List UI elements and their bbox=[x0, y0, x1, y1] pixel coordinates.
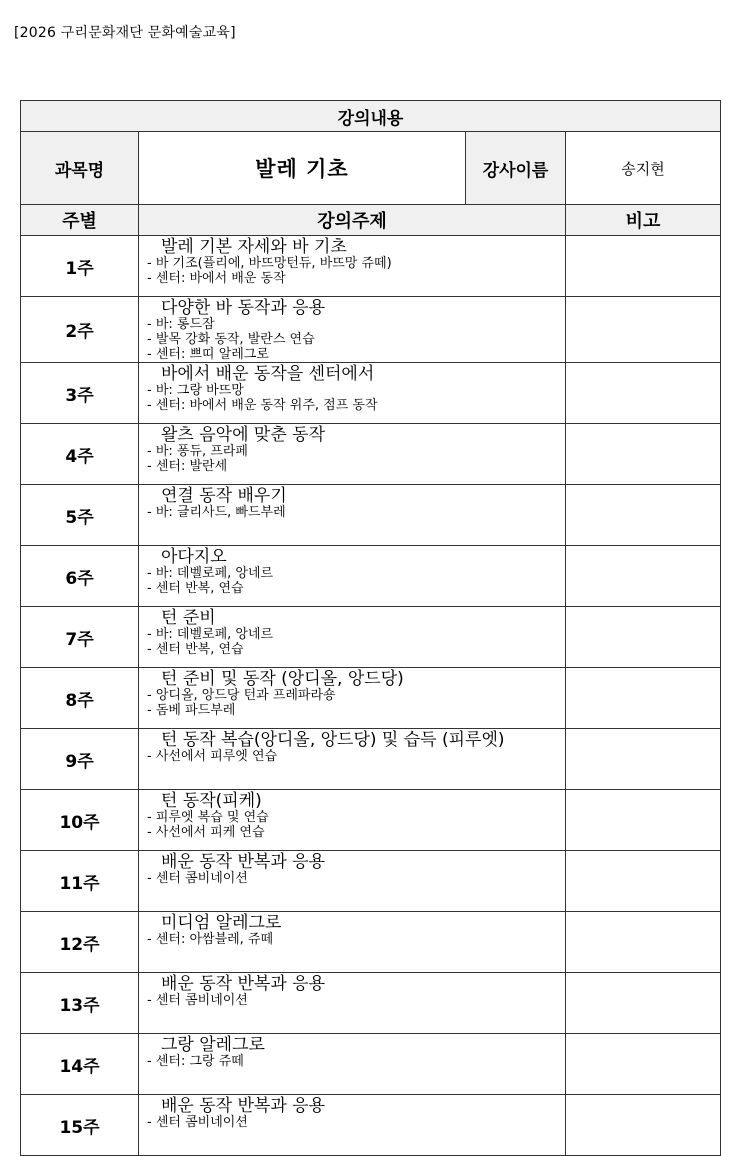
week-topic-detail: - 바 기조(플리에, 바뜨망턴듀, 바뜨망 쥬떼) bbox=[147, 256, 392, 271]
week-topic-details bbox=[147, 688, 565, 718]
week-label: 2주 bbox=[21, 297, 139, 363]
column-header-row bbox=[21, 205, 721, 236]
week-row-13 bbox=[21, 973, 721, 1034]
column-header-note: 비고 bbox=[566, 205, 721, 236]
week-topic-detail: - 바: 롱드잠 bbox=[147, 317, 215, 332]
week-topic-detail: - 센터: 발란세 bbox=[147, 459, 228, 474]
document-header: [2026 구리문화재단 문화예술교육] bbox=[14, 25, 236, 41]
week-topic-cell bbox=[139, 424, 566, 485]
week-row-12 bbox=[21, 912, 721, 973]
week-topic-title: 턴 준비 bbox=[161, 608, 216, 628]
week-label: 7주 bbox=[21, 607, 139, 668]
week-topic-details bbox=[147, 317, 565, 362]
week-topic-details bbox=[147, 444, 565, 474]
week-topic-detail: - 센터 콤비네이션 bbox=[147, 1115, 248, 1130]
subject-value: 발레 기초 bbox=[139, 132, 466, 205]
week-topic-cell bbox=[139, 851, 566, 912]
week-topic-detail: - 바: 그랑 바뜨망 bbox=[147, 383, 244, 398]
week-topic-details bbox=[147, 749, 565, 764]
week-topic-cell bbox=[139, 1034, 566, 1095]
week-row-3 bbox=[21, 363, 721, 424]
week-topic-detail: - 센터 반복, 연습 bbox=[147, 581, 244, 596]
week-label: 3주 bbox=[21, 363, 139, 424]
week-note-cell bbox=[566, 607, 721, 668]
week-topic-title: 배운 동작 반복과 응용 bbox=[161, 1096, 326, 1116]
week-topic-details bbox=[147, 1115, 565, 1130]
week-topic-cell bbox=[139, 1095, 566, 1156]
week-topic-detail: - 센터: 바에서 배운 동작 bbox=[147, 271, 286, 286]
week-row-9 bbox=[21, 729, 721, 790]
week-label: 10주 bbox=[21, 790, 139, 851]
subject-info-row bbox=[21, 132, 721, 205]
week-label: 1주 bbox=[21, 236, 139, 297]
week-topic-details bbox=[147, 871, 565, 886]
week-label: 11주 bbox=[21, 851, 139, 912]
week-topic-detail: - 피루엣 복습 및 연습 bbox=[147, 810, 269, 825]
week-row-11 bbox=[21, 851, 721, 912]
week-note-cell bbox=[566, 973, 721, 1034]
week-topic-detail: - 사선에서 피케 연습 bbox=[147, 825, 265, 840]
week-note-cell bbox=[566, 424, 721, 485]
week-topic-title: 다양한 바 동작과 응용 bbox=[161, 298, 326, 318]
week-topic-details bbox=[147, 505, 565, 520]
week-topic-title: 배운 동작 반복과 응용 bbox=[161, 974, 326, 994]
week-topic-details bbox=[147, 627, 565, 657]
week-row-14 bbox=[21, 1034, 721, 1095]
syllabus-table bbox=[20, 100, 721, 1156]
week-topic-details bbox=[147, 566, 565, 596]
table-title: 강의내용 bbox=[21, 101, 721, 132]
week-topic-detail: - 사선에서 피루엣 연습 bbox=[147, 749, 278, 764]
week-note-cell bbox=[566, 297, 721, 363]
week-topic-cell bbox=[139, 363, 566, 424]
week-topic-detail: - 센터 콤비네이션 bbox=[147, 871, 248, 886]
instructor-label: 강사이름 bbox=[466, 132, 566, 205]
week-note-cell bbox=[566, 1095, 721, 1156]
week-topic-title: 그랑 알레그로 bbox=[161, 1035, 265, 1055]
week-topic-cell bbox=[139, 236, 566, 297]
week-topic-detail: - 바: 글리사드, 빠드부레 bbox=[147, 505, 286, 520]
week-topic-title: 왈츠 음악에 맞춘 동작 bbox=[161, 425, 326, 445]
week-topic-title: 턴 동작 복습(앙디올, 앙드당) 및 습득 (피루엣) bbox=[161, 730, 505, 750]
week-label: 14주 bbox=[21, 1034, 139, 1095]
subject-label: 과목명 bbox=[21, 132, 139, 205]
week-topic-details bbox=[147, 383, 565, 413]
week-note-cell bbox=[566, 363, 721, 424]
week-note-cell bbox=[566, 668, 721, 729]
week-topic-cell bbox=[139, 485, 566, 546]
week-topic-detail: - 센터: 바에서 배운 동작 위주, 점프 동작 bbox=[147, 398, 378, 413]
week-topic-cell bbox=[139, 912, 566, 973]
week-topic-detail: - 센터: 그랑 쥬떼 bbox=[147, 1054, 244, 1069]
week-rows bbox=[21, 236, 721, 1156]
week-topic-title: 배운 동작 반복과 응용 bbox=[161, 852, 326, 872]
week-row-1 bbox=[21, 236, 721, 297]
week-topic-title: 발레 기본 자세와 바 기초 bbox=[161, 237, 347, 257]
week-row-2 bbox=[21, 297, 721, 363]
week-topic-detail: - 바: 퐁듀, 프라페 bbox=[147, 444, 248, 459]
week-topic-cell bbox=[139, 546, 566, 607]
week-topic-title: 연결 동작 배우기 bbox=[161, 486, 287, 506]
week-label: 5주 bbox=[21, 485, 139, 546]
week-topic-cell bbox=[139, 668, 566, 729]
week-topic-detail: - 바: 데벨로페, 앙네르 bbox=[147, 566, 274, 581]
week-row-4 bbox=[21, 424, 721, 485]
week-topic-details bbox=[147, 810, 565, 840]
week-topic-detail: - 앙디올, 앙드당 턴과 프레파라숑 bbox=[147, 688, 336, 703]
week-topic-details bbox=[147, 932, 565, 947]
week-topic-title: 미디엄 알레그로 bbox=[161, 913, 282, 933]
week-topic-cell bbox=[139, 297, 566, 363]
week-note-cell bbox=[566, 236, 721, 297]
column-header-week: 주별 bbox=[21, 205, 139, 236]
week-label: 15주 bbox=[21, 1095, 139, 1156]
week-topic-cell bbox=[139, 729, 566, 790]
week-row-6 bbox=[21, 546, 721, 607]
week-row-10 bbox=[21, 790, 721, 851]
week-note-cell bbox=[566, 790, 721, 851]
week-label: 6주 bbox=[21, 546, 139, 607]
week-label: 9주 bbox=[21, 729, 139, 790]
week-topic-detail: - 돔베 파드부레 bbox=[147, 703, 236, 718]
week-topic-detail: - 센터 콤비네이션 bbox=[147, 993, 248, 1008]
week-topic-detail: - 센터: 아쌈블레, 쥬떼 bbox=[147, 932, 274, 947]
week-topic-cell bbox=[139, 973, 566, 1034]
week-topic-detail: - 발목 강화 동작, 발란스 연습 bbox=[147, 332, 315, 347]
week-note-cell bbox=[566, 1034, 721, 1095]
week-label: 4주 bbox=[21, 424, 139, 485]
week-row-5 bbox=[21, 485, 721, 546]
week-topic-detail: - 센터: 쁘띠 알레그로 bbox=[147, 347, 269, 362]
week-topic-title: 바에서 배운 동작을 센터에서 bbox=[161, 364, 375, 384]
week-note-cell bbox=[566, 729, 721, 790]
week-note-cell bbox=[566, 851, 721, 912]
table-title-row bbox=[21, 101, 721, 132]
week-topic-title: 턴 준비 및 동작 (앙디올, 앙드당) bbox=[161, 669, 404, 689]
week-topic-cell bbox=[139, 607, 566, 668]
week-label: 8주 bbox=[21, 668, 139, 729]
week-note-cell bbox=[566, 546, 721, 607]
week-label: 12주 bbox=[21, 912, 139, 973]
week-topic-title: 턴 동작(피케) bbox=[161, 791, 262, 811]
week-topic-details bbox=[147, 256, 565, 286]
week-note-cell bbox=[566, 485, 721, 546]
week-topic-details bbox=[147, 993, 565, 1008]
instructor-value: 송지현 bbox=[566, 132, 721, 205]
week-topic-detail: - 바: 데벨로페, 앙네르 bbox=[147, 627, 274, 642]
week-label: 13주 bbox=[21, 973, 139, 1034]
week-note-cell bbox=[566, 912, 721, 973]
week-row-8 bbox=[21, 668, 721, 729]
week-row-15 bbox=[21, 1095, 721, 1156]
column-header-topic: 강의주제 bbox=[139, 205, 566, 236]
week-row-7 bbox=[21, 607, 721, 668]
week-topic-title: 아다지오 bbox=[161, 547, 227, 567]
week-topic-cell bbox=[139, 790, 566, 851]
week-topic-details bbox=[147, 1054, 565, 1069]
week-topic-detail: - 센터 반복, 연습 bbox=[147, 642, 244, 657]
